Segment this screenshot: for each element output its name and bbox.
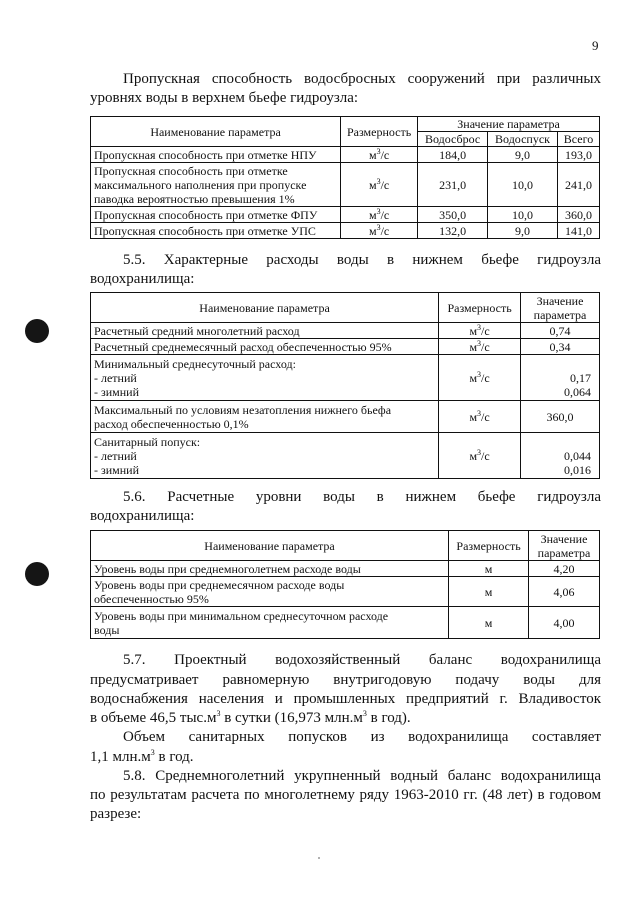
t2-row-value — [521, 355, 600, 401]
table-row — [91, 339, 600, 355]
t2-row-unit: $м^3/с$ — [439, 339, 521, 355]
table-row — [91, 223, 600, 239]
page-number: 9 — [592, 38, 599, 53]
t3-row-value: 4,06 — [529, 577, 600, 607]
t2-row-name-line: - зимний — [94, 462, 140, 477]
t3-header-value — [529, 531, 600, 561]
t3-row-name: Уровень воды при среднемноголетнем расходе воды — [91, 561, 449, 577]
table-row — [91, 355, 600, 401]
t3-row-name-line: обеспеченностью 95% — [94, 591, 209, 606]
t2-row-unit: $м^3/с$ — [439, 433, 521, 479]
t1-row-name: Пропускная способность при отметке ФПУ — [91, 207, 341, 223]
t1-row-name: Пропускная способность при отметке НПУ — [91, 147, 341, 163]
t1-row-v2: 10,0 — [488, 163, 558, 207]
t2-row-name — [91, 355, 439, 401]
t2-row-unit: $м^3/с$ — [439, 355, 521, 401]
t1-header-value: Значение параметра — [418, 117, 600, 132]
t3-header-name: Наименование параметра — [91, 531, 449, 561]
t1-header-outlet: Водоспуск — [488, 132, 558, 147]
t2-row-value-line: 0,016 — [564, 462, 591, 477]
t2-row-name — [91, 401, 439, 433]
t2-row-unit: $м^3/с$ — [439, 401, 521, 433]
t3-row-unit: м — [449, 607, 529, 639]
t2-row-name-line: Санитарный попуск: — [94, 434, 201, 449]
t1-intro-line-1: Пропускная способность водосбросных сооружений при различных — [123, 71, 601, 87]
table-row — [91, 561, 600, 577]
t1-row-v3: 141,0 — [558, 223, 600, 239]
t2-row-value: 0,74 — [521, 323, 600, 339]
binder-hole — [25, 319, 49, 343]
t2-row-name-line: - летний — [94, 370, 137, 385]
t3-intro-line-1: 5.6. Расчетные уровни воды в нижнем бьефе гидроузла — [123, 489, 601, 505]
t2-row-value-line: 0,044 — [564, 448, 591, 463]
t1-row-v1: 132,0 — [418, 223, 488, 239]
t1-intro-line-2: уровнях воды в верхнем бьефе гидроузла: — [90, 90, 359, 106]
t2-row-name: Расчетный среднемесячный расход обеспеченностью 95% — [91, 339, 439, 355]
p57-line-3: водоснабжения населения и промышленных предприятий г. Владивосток — [90, 691, 601, 707]
t1-row-unit: $м^3/с$ — [341, 223, 418, 239]
t1-row-name — [91, 163, 341, 207]
t1-row-v1: 184,0 — [418, 147, 488, 163]
p58-line-1: 5.8. Среднемноголетний укрупненный водный баланс водохранилища — [123, 768, 601, 784]
scan-speck — [318, 857, 320, 859]
t3-row-unit: м — [449, 561, 529, 577]
t3-row-value: 4,20 — [529, 561, 600, 577]
t2-row-value — [521, 433, 600, 479]
t2-row-name: Расчетный средний многолетний расход — [91, 323, 439, 339]
table-row — [91, 577, 600, 607]
t1-header-total: Всего — [558, 132, 600, 147]
t1-row-name-line: Пропускная способность при отметке — [94, 163, 288, 178]
t3-header-unit: Размерность — [449, 531, 529, 561]
t1-row-v2: 10,0 — [488, 207, 558, 223]
table-row — [91, 401, 600, 433]
t2-row-value-line: 0,17 — [570, 370, 591, 385]
t2-row-unit: $м^3/с$ — [439, 323, 521, 339]
t1-row-v3: 193,0 — [558, 147, 600, 163]
t1-row-unit: $м^3/с$ — [341, 147, 418, 163]
t1-header-unit: Размерность — [341, 117, 418, 147]
t3-row-name-line: воды — [94, 622, 120, 637]
t2-header-value — [521, 293, 600, 323]
p57b-line-2: 1,1 $млн.м^3$ в год. — [90, 748, 194, 765]
t2-row-value-line — [524, 357, 591, 371]
t2-row-value-line: 0,064 — [564, 384, 591, 399]
downstream-discharge-table — [90, 292, 600, 479]
t1-row-v1: 231,0 — [418, 163, 488, 207]
t3-header-value-line: Значение — [540, 531, 588, 546]
t2-row-value: 0,34 — [521, 339, 600, 355]
t2-intro-line-1: 5.5. Характерные расходы воды в нижнем бьефе гидроузла — [123, 252, 601, 268]
t1-row-v3: 241,0 — [558, 163, 600, 207]
p58-line-2: по результатам расчета по многолетнему ряду 1963-2010 гг. (48 лет) в годовом — [90, 787, 601, 803]
t3-row-name — [91, 607, 449, 639]
t1-row-unit: $м^3/с$ — [341, 207, 418, 223]
p57-line-1: 5.7. Проектный водохозяйственный баланс водохранилища — [123, 652, 601, 668]
p57b-line-1: Объем санитарных попусков из водохранилища составляет — [123, 729, 601, 745]
t2-row-value: 360,0 — [521, 401, 600, 433]
t1-row-name: Пропускная способность при отметке УПС — [91, 223, 341, 239]
t3-row-value: 4,00 — [529, 607, 600, 639]
t2-row-value-line — [524, 435, 591, 449]
t1-row-name-line: паводка вероятностью превышения 1% — [94, 191, 295, 206]
t3-row-name-line: Уровень воды при минимальном среднесуточном расходе — [94, 608, 389, 623]
t3-row-name — [91, 577, 449, 607]
t2-row-name-line: Максимальный по условиям незатопления нижнего бьефа — [94, 402, 392, 417]
t3-row-name-line: Уровень воды при среднемесячном расходе воды — [94, 577, 345, 592]
table-row — [91, 433, 600, 479]
t1-row-v2: 9,0 — [488, 147, 558, 163]
t1-row-name-line: максимального наполнения при пропуске — [94, 177, 307, 192]
t2-row-name — [91, 433, 439, 479]
t2-intro-line-2: водохранилища: — [90, 271, 195, 287]
table-row — [91, 147, 600, 163]
table-row — [91, 323, 600, 339]
t2-row-name-line: - летний — [94, 448, 137, 463]
table-row — [91, 607, 600, 639]
t3-intro-line-2: водохранилища: — [90, 508, 195, 524]
t1-row-v3: 360,0 — [558, 207, 600, 223]
discharge-capacity-table — [90, 116, 600, 239]
t1-header-name: Наименование параметра — [91, 117, 341, 147]
downstream-levels-table — [90, 530, 600, 639]
t1-row-v1: 350,0 — [418, 207, 488, 223]
t3-header-value-line: параметра — [537, 545, 591, 560]
t2-header-value-line: параметра — [533, 307, 587, 322]
p58-line-3: разрезе: — [90, 806, 142, 822]
table-row — [91, 207, 600, 223]
t2-row-name-line: расход обеспеченностью 0,1% — [94, 416, 249, 431]
t1-header-spillway: Водосброс — [418, 132, 488, 147]
t2-row-name-line: Минимальный среднесуточный расход: — [94, 356, 296, 371]
t3-row-unit: м — [449, 577, 529, 607]
t2-row-name-line: - зимний — [94, 384, 140, 399]
binder-hole — [25, 562, 49, 586]
p57-line-4: в объеме 46,5 $тыс.м^3$ в сутки (16,973 $млн.м^3$ в год). — [90, 709, 411, 726]
t1-row-v2: 9,0 — [488, 223, 558, 239]
p57-line-2: предусматривает равномерную внутригодовую подачу воды для — [90, 672, 601, 688]
t2-header-name: Наименование параметра — [91, 293, 439, 323]
t2-header-value-line: Значение — [536, 293, 584, 308]
table-row — [91, 163, 600, 207]
t1-row-unit: $м^3/с$ — [341, 163, 418, 207]
t2-header-unit: Размерность — [439, 293, 521, 323]
